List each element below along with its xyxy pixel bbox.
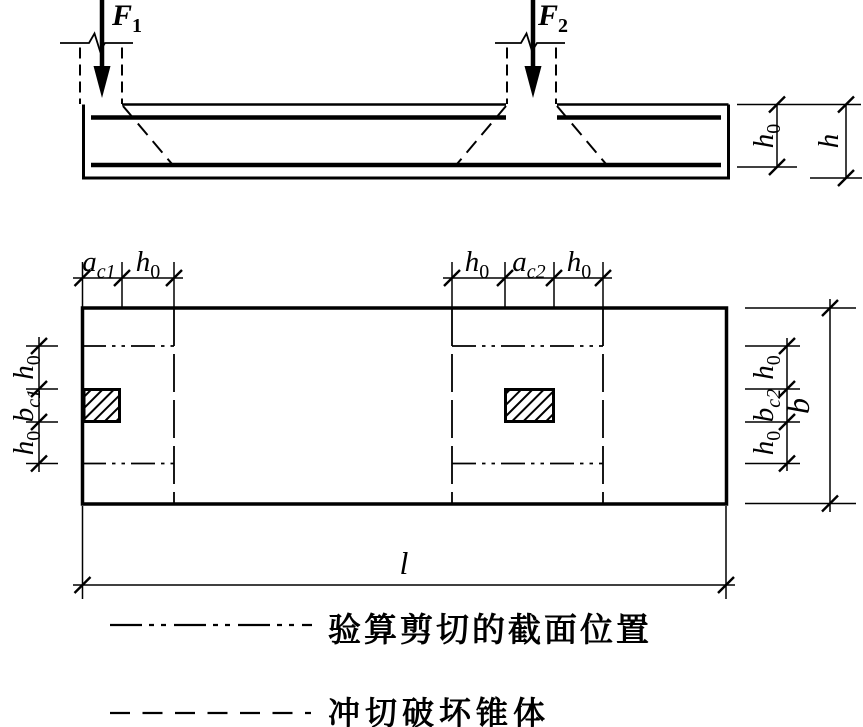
footing-outline [83, 308, 727, 504]
force1-label: $F_1$ [112, 0, 143, 37]
elevation-view [60, 0, 862, 186]
legend-shear-section-label: 验算剪切的截面位置 [328, 613, 652, 649]
elevation-depth-dimensions [737, 97, 862, 187]
bc2-label: $b_{c2}$ [748, 388, 785, 423]
plan-view [8, 246, 856, 599]
ac2-label: $a_{c2}$ [512, 246, 546, 283]
effective-depth-label: $h_0$ [748, 123, 785, 149]
h0-label-top-left: $h_0$ [135, 246, 161, 283]
force2-label: $F_2$ [538, 0, 569, 37]
punching-cone-diagonals [123, 106, 606, 164]
plan-bottom-dimension [73, 506, 735, 599]
force1-arrowhead [94, 66, 111, 98]
h0-label-mid-left: $h_0$ [464, 246, 490, 283]
plan-right-dimensions [745, 299, 856, 512]
legend [110, 612, 652, 727]
h0-label-left-top: $h_0$ [8, 355, 45, 380]
h0-label-left-bottom: $h_0$ [8, 430, 45, 456]
column-outline-dashed [80, 48, 556, 105]
plan-left-dimensions [8, 337, 58, 472]
h0-label-mid-right: $h_0$ [566, 246, 592, 283]
footing-length-label: l [399, 545, 409, 581]
h0-label-right-top: $h_0$ [748, 355, 785, 380]
ground-break-line-col2 [495, 34, 565, 52]
force2-arrowhead [525, 66, 542, 98]
plan-top-dimensions [73, 246, 612, 307]
column2-section [506, 390, 554, 422]
h0-label-right-bottom: $h_0$ [748, 430, 785, 456]
bc1-label: $b_{c1}$ [8, 388, 45, 423]
total-depth-label: h [813, 133, 845, 149]
column1-section [84, 390, 120, 422]
ac1-label: $a_{c1}$ [82, 246, 116, 283]
legend-punching-cone-label: 冲切破坏锥体 [328, 695, 551, 727]
footing-breadth-label: b [780, 398, 816, 414]
